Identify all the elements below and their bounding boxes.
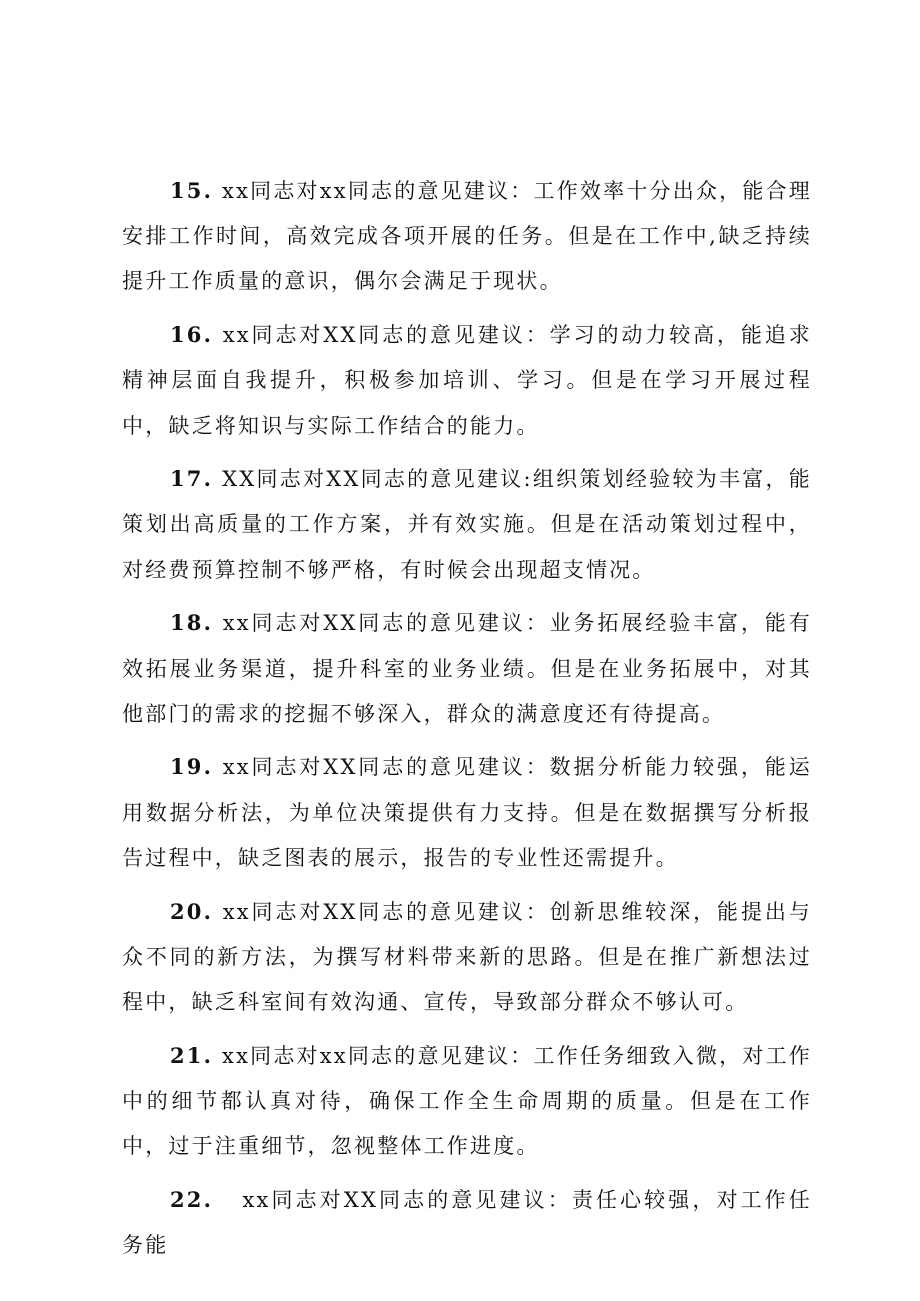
paragraph-18 <box>122 600 812 737</box>
document-body <box>122 168 812 1268</box>
paragraph-text: xx同志对XX同志的意见建议：数据分析能力较强，能运用数据分析法，为单位决策提供有力支持。但是在数据撰写分析报告过程中，缺乏图表的展示，报告的专业性还需提升。 <box>122 755 812 870</box>
paragraph-22 <box>122 1177 812 1268</box>
paragraph-text: xx同志对XX同志的意见建议：责任心较强，对工作任务能 <box>122 1187 812 1257</box>
paragraph-17 <box>122 456 812 593</box>
paragraph-text: xx同志对XX同志的意见建议：创新思维较深，能提出与众不同的新方法，为撰写材料带来新的思路。但是在推广新想法过程中，缺乏科室间有效沟通、宣传，导致部分群众不够认可。 <box>122 899 812 1014</box>
paragraph-text: xx同志对xx同志的意见建议：工作任务细致入微，对工作中的细节都认真对待，确保工作全生命周期的质量。但是在工作中，过于注重细节，忽视整体工作进度。 <box>122 1043 812 1159</box>
paragraph-text: XX同志对XX同志的意见建议:组织策划经验较为丰富，能策划出高质量的工作方案，并有效实施。但是在活动策划过程中，对经费预算控制不够严格，有时候会出现超支情况。 <box>122 467 812 582</box>
paragraph-number: 20. <box>170 898 214 924</box>
paragraph-15 <box>122 168 812 305</box>
paragraph-19 <box>122 744 812 881</box>
paragraph-21 <box>122 1033 812 1170</box>
paragraph-16 <box>122 312 812 449</box>
paragraph-text: xx同志对xx同志的意见建议：工作效率十分出众，能合理安排工作时间，高效完成各项开展的任务。但是在工作中,缺乏持续提升工作质量的意识，偶尔会满足于现状。 <box>122 179 812 294</box>
paragraph-number: 21. <box>170 1042 214 1068</box>
paragraph-number: 17. <box>170 466 214 492</box>
paragraph-20 <box>122 889 812 1026</box>
paragraph-number: 22. <box>170 1186 214 1212</box>
paragraph-number: 19. <box>170 754 214 780</box>
paragraph-text: xx同志对XX同志的意见建议：业务拓展经验丰富，能有效拓展业务渠道，提升科室的业务业绩。但是在业务拓展中，对其他部门的需求的挖掘不够深入，群众的满意度还有待提高。 <box>122 611 812 726</box>
paragraph-number: 18. <box>170 610 214 636</box>
paragraph-text: xx同志对XX同志的意见建议：学习的动力较高，能追求精神层面自我提升，积极参加培训、学习。但是在学习开展过程中，缺乏将知识与实际工作结合的能力。 <box>122 323 812 438</box>
paragraph-number: 15. <box>170 178 214 203</box>
paragraph-number: 16. <box>170 322 214 348</box>
